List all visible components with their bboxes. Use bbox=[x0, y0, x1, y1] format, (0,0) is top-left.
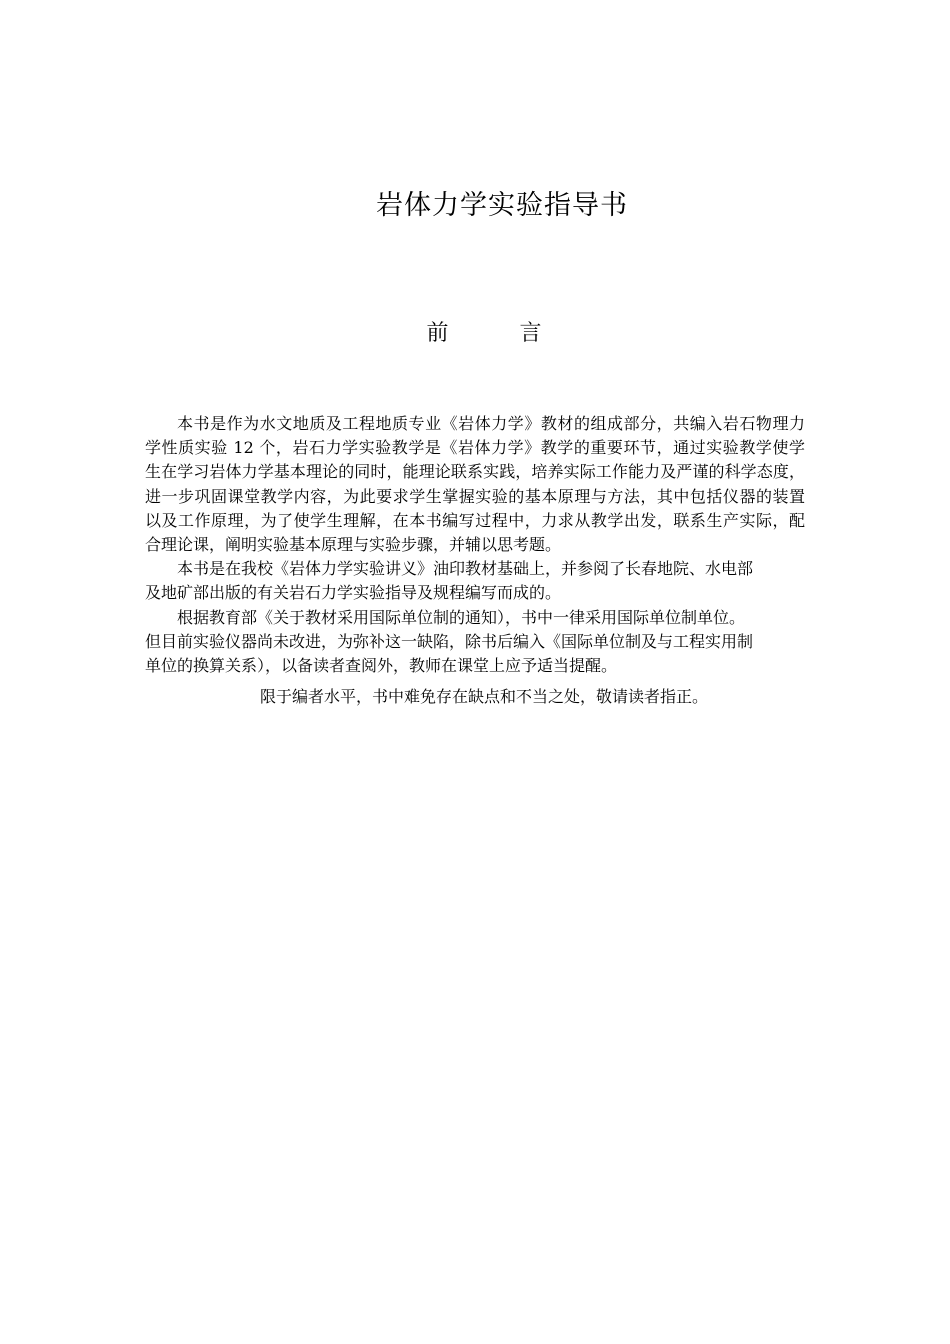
preface-p1-line-5: 以及工作原理，为了使学生理解，在本书编写过程中，力求从教学出发，联系生产实际，配 bbox=[145, 511, 805, 530]
preface-p2-line-2: 及地矿部出版的有关岩石力学实验指导及规程编写而成的。 bbox=[145, 583, 562, 602]
preface-p1-line-6: 合理论课，阐明实验基本原理与实验步骤，并辅以思考题。 bbox=[145, 535, 562, 554]
document-title: 岩体力学实验指导书 bbox=[376, 190, 628, 221]
preface-heading: 前 言 bbox=[426, 321, 574, 346]
preface-p4-line-1: 限于编者水平，书中难免存在缺点和不当之处，敬请读者指正。 bbox=[260, 687, 709, 706]
preface-p3-line-1: 根据教育部《关于教材采用国际单位制的通知），书中一律采用国际单位制单位。 bbox=[177, 608, 746, 627]
preface-p3-line-2: 但目前实验仪器尚未改进，为弥补这一缺陷，除书后编入《国际单位制及与工程实用制 bbox=[145, 632, 754, 651]
preface-p1-line-2: 学性质实验 12 个，岩石力学实验教学是《岩体力学》教学的重要环节，通过实验教学使学 bbox=[145, 438, 805, 457]
preface-p3-line-3: 单位的换算关系），以备读者查阅外，教师在课堂上应予适当提醒。 bbox=[145, 656, 618, 675]
preface-p1-line-1: 本书是作为水文地质及工程地质专业《岩体力学》教材的组成部分，共编入岩石物理力 bbox=[177, 414, 805, 433]
preface-p2-line-1: 本书是在我校《岩体力学实验讲义》油印教材基础上，并参阅了长春地院、水电部 bbox=[177, 559, 754, 578]
preface-p1-line-3: 生在学习岩体力学基本理论的同时，能理论联系实践，培养实际工作能力及严谨的科学态度， bbox=[145, 462, 805, 481]
preface-p1-line-4: 进一步巩固课堂教学内容，为此要求学生掌握实验的基本原理与方法，其中包括仪器的装置 bbox=[145, 487, 805, 506]
